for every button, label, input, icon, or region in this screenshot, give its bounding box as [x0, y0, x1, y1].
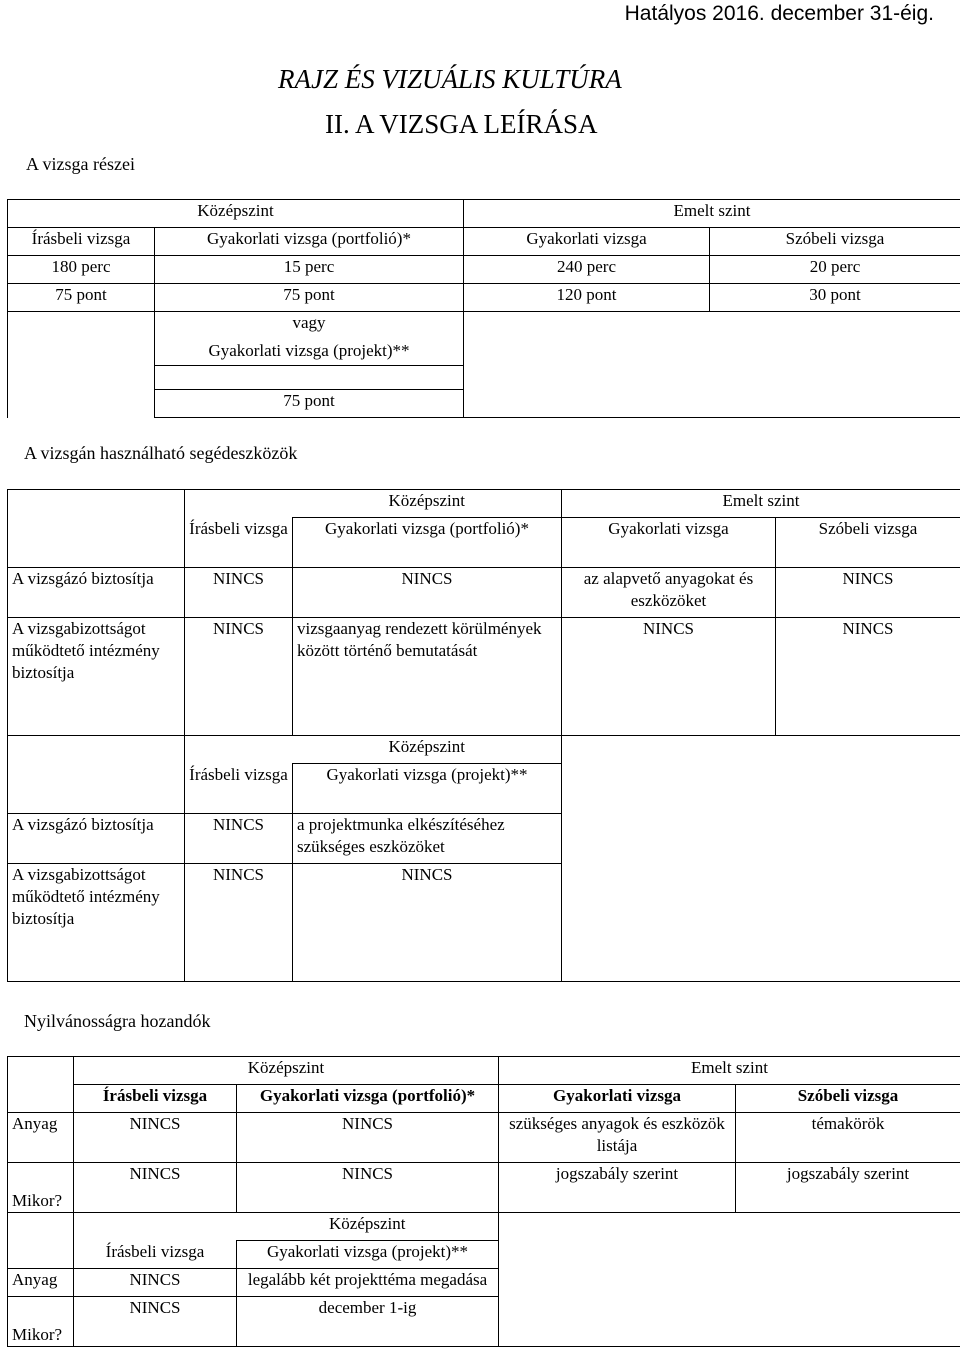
exam-parts-table: [7, 199, 960, 418]
cell: vizsgaanyag rendezett körülmények között történő bemutatását: [293, 618, 562, 736]
cell: NINCS: [237, 1113, 499, 1163]
cell: szükséges anyagok és eszközök listája: [499, 1113, 736, 1163]
project-anyag-label: Anyag: [8, 1269, 74, 1297]
parts-label: A vizsga részei: [26, 154, 135, 174]
section-heading: II. A VIZSGA LEÍRÁSA: [325, 109, 598, 139]
cell: NINCS: [74, 1163, 237, 1213]
col-portfolio: Gyakorlati vizsga (portfolió)*: [155, 228, 464, 256]
project-col-written: Írásbeli vizsga: [185, 764, 293, 814]
tools-col-written: Írásbeli vizsga: [185, 518, 293, 568]
cell: témakörök: [736, 1113, 960, 1163]
public-col-practical: Gyakorlati vizsga: [499, 1085, 736, 1113]
tools-col-practical: Gyakorlati vizsga: [562, 518, 776, 568]
public-col-portfolio: Gyakorlati vizsga (portfolió)*: [237, 1085, 499, 1113]
cell: NINCS: [237, 1163, 499, 1213]
time-oral: 20 perc: [710, 256, 960, 284]
cell: december 1-ig: [237, 1297, 499, 1347]
cell: NINCS: [185, 864, 293, 982]
cell: NINCS: [293, 864, 562, 982]
public-col-oral: Szóbeli vizsga: [736, 1085, 960, 1113]
public-project-level: Középszint: [237, 1213, 499, 1241]
points-practical: 120 pont: [464, 284, 710, 312]
cell: az alapvető anyagokat és eszközöket: [562, 568, 776, 618]
public-table: [7, 1056, 960, 1347]
col-practical: Gyakorlati vizsga: [464, 228, 710, 256]
cell: NINCS: [74, 1113, 237, 1163]
cell: NINCS: [185, 568, 293, 618]
points-written: 75 pont: [8, 284, 155, 312]
cell: NINCS: [776, 568, 960, 618]
public-level-adv: Emelt szint: [499, 1057, 960, 1085]
project-label: Gyakorlati vizsga (projekt)**: [155, 340, 464, 366]
cell: NINCS: [185, 814, 293, 864]
cell: NINCS: [74, 1297, 237, 1347]
tools-label: A vizsgán használható segédeszközök: [24, 443, 298, 463]
level-adv-header: Emelt szint: [464, 200, 960, 228]
validity-note: Hatályos 2016. december 31-éig.: [624, 2, 934, 25]
subject-title: RAJZ ÉS VIZUÁLIS KULTÚRA: [278, 64, 622, 94]
public-label: Nyilvánosságra hozandók: [24, 1011, 211, 1031]
cell: jogszabály szerint: [736, 1163, 960, 1213]
time-practical: 240 perc: [464, 256, 710, 284]
cell: NINCS: [562, 618, 776, 736]
cell: NINCS: [185, 618, 293, 736]
cell: NINCS: [293, 568, 562, 618]
row-candidate-label: A vizsgázó biztosítja: [8, 568, 185, 618]
time-written: 180 perc: [8, 256, 155, 284]
tools-table: [7, 489, 960, 982]
level-mid-header: Középszint: [8, 200, 464, 228]
mikor-label: Mikor?: [8, 1163, 74, 1213]
points-oral: 30 pont: [710, 284, 960, 312]
row-institution-label: A vizsgabizottságot működtető intézmény biztosítja: [8, 618, 185, 736]
project-level: Középszint: [293, 736, 562, 764]
public-level-mid: Középszint: [74, 1057, 499, 1085]
tools-col-oral: Szóbeli vizsga: [776, 518, 960, 568]
project-mikor-label: Mikor?: [8, 1297, 74, 1347]
public-project-col-project: Gyakorlati vizsga (projekt)**: [237, 1241, 499, 1269]
cell: jogszabály szerint: [499, 1163, 736, 1213]
cell: a projektmunka elkészítéséhez szükséges eszközöket: [293, 814, 562, 864]
project-row-institution-label: A vizsgabizottságot működtető intézmény biztosítja: [8, 864, 185, 982]
col-written: Írásbeli vizsga: [8, 228, 155, 256]
cell: NINCS: [74, 1269, 237, 1297]
tools-level-adv: Emelt szint: [562, 490, 960, 518]
anyag-label: Anyag: [8, 1113, 74, 1163]
project-row-candidate-label: A vizsgázó biztosítja: [8, 814, 185, 864]
tools-col-portfolio: Gyakorlati vizsga (portfolió)*: [293, 518, 562, 568]
public-col-written: Írásbeli vizsga: [74, 1085, 237, 1113]
project-points: 75 pont: [155, 390, 464, 418]
project-col-project: Gyakorlati vizsga (projekt)**: [293, 764, 562, 814]
public-project-col-written: Írásbeli vizsga: [74, 1241, 237, 1269]
time-portfolio: 15 perc: [155, 256, 464, 284]
or-label: vagy: [155, 312, 464, 340]
cell: NINCS: [776, 618, 960, 736]
cell: legalább két projekttéma megadása: [237, 1269, 499, 1297]
tools-level-mid: Középszint: [293, 490, 562, 518]
points-portfolio: 75 pont: [155, 284, 464, 312]
col-oral: Szóbeli vizsga: [710, 228, 960, 256]
